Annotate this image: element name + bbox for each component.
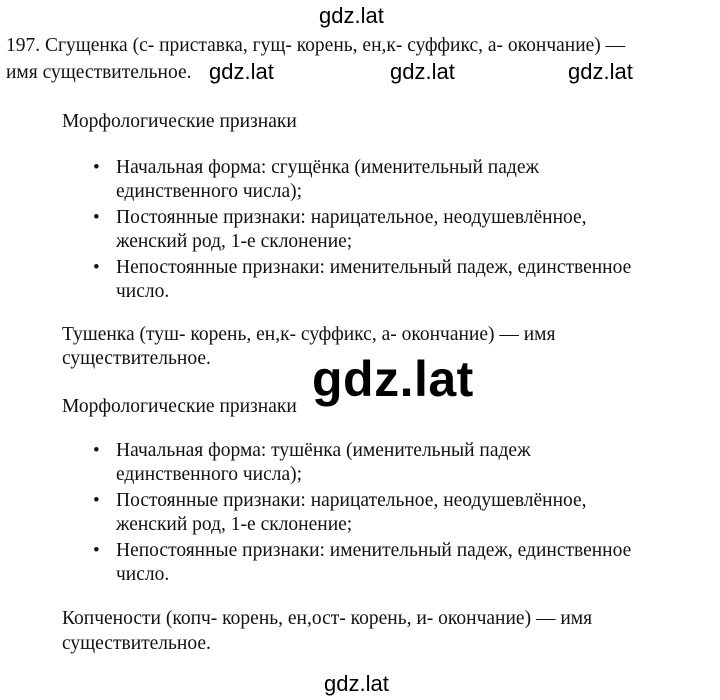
list-item-line: единственного числа); <box>116 181 303 202</box>
section-2-word-line-1: Тушенка (туш- корень, ен,к- суффикс, а- окончание) — имя <box>62 324 556 345</box>
section-1-bullets <box>93 156 706 306</box>
list-item-line: Начальная форма: тушёнка (именительный падеж <box>116 440 531 461</box>
section-2-bullets <box>93 439 706 589</box>
list-item-line: Непостоянные признаки: именительный падеж, единственное <box>116 540 632 561</box>
watermark-inline-2: gdz.lat <box>390 59 455 84</box>
bullet-icon: • <box>93 157 100 178</box>
bullet-icon: • <box>93 257 100 278</box>
list-item-line: женский род, 1-е склонение; <box>116 514 353 535</box>
list-item-line: Постоянные признаки: нарицательное, неодушевлённое, <box>116 207 587 228</box>
bullet-icon: • <box>93 207 100 228</box>
watermark-inline-3: gdz.lat <box>568 59 633 84</box>
watermark-top: gdz.lat <box>319 3 384 28</box>
last-word-line-1: Копчености (копч- корень, ен,ост- корень, и- окончание) — имя <box>62 608 593 629</box>
watermark-inline-1: gdz.lat <box>209 59 274 84</box>
bullet-icon: • <box>93 440 100 461</box>
list-item <box>93 156 706 204</box>
list-item <box>93 206 706 254</box>
list-item-line: женский род, 1-е склонение; <box>116 231 353 252</box>
bullet-icon: • <box>93 540 100 561</box>
last-word-line-2: существительное. <box>62 633 211 654</box>
list-item <box>93 539 706 587</box>
intro-line-2-text: имя существительное. <box>6 62 192 83</box>
list-item-line: число. <box>116 564 170 585</box>
intro-line-1: 197. Сгущенка (с- приставка, гущ- корень, ен,к- суффикс, а- окончание) — <box>6 35 626 56</box>
section-2-heading: Морфологические признаки <box>62 396 297 417</box>
list-item-line: число. <box>116 281 170 302</box>
list-item <box>93 439 706 487</box>
list-item-line: единственного числа); <box>116 464 303 485</box>
list-item <box>93 256 706 304</box>
list-item <box>93 489 706 537</box>
list-item-line: Начальная форма: сгущёнка (именительный падеж <box>116 157 539 178</box>
bullet-icon: • <box>93 490 100 511</box>
section-2-word-line-2: существительное. <box>62 348 211 369</box>
section-1-heading: Морфологические признаки <box>62 111 297 132</box>
watermark-bottom: gdz.lat <box>324 671 389 696</box>
list-item-line: Постоянные признаки: нарицательное, неодушевлённое, <box>116 490 587 511</box>
list-item-line: Непостоянные признаки: именительный падеж, единственное <box>116 257 632 278</box>
watermark-center: gdz.lat <box>312 351 474 407</box>
